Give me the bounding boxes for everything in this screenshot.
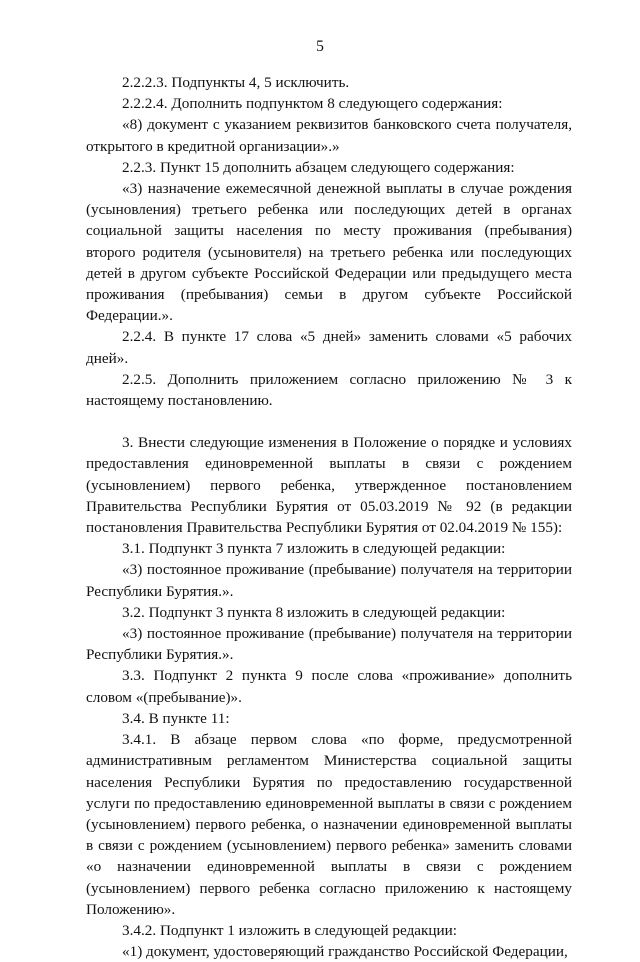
paragraph-3-2: 3.2. Подпункт 3 пункта 8 изложить в следующей редакции:	[122, 603, 506, 621]
page-number: 5	[316, 38, 324, 55]
paragraph-3-1-quote: «3) постоянное проживание (пребывание) получателя на территории Республики Бурятия.».	[86, 561, 572, 600]
paragraph-3-2-quote: «3) постоянное проживание (пребывание) получателя на территории Республики Бурятия.».	[86, 625, 572, 664]
paragraph-2-2-4: 2.2.4. В пункте 17 слова «5 дней» заменить словами «5 рабочих дней».	[86, 328, 572, 367]
paragraph-3-4-1: 3.4.1. В абзаце первом слова «по форме, предусмотренной административным регламентом Министерства социальной защиты населения Республики Бурятия по предоставлению государственной услуги по предоставлению единовременной выплаты в связи с рождением (усыновлением) первого ребенка, о назначении единовременной выплаты в связи с рождением (усыновлением) первого ребенка» заменить словами «о назначении единовременной выплаты в связи с рождением (усыновлением) первого ребенка согласно приложению к настоящему Положению».	[86, 731, 572, 918]
paragraph-3-3: 3.3. Подпункт 2 пункта 9 после слова «проживание» дополнить словом «(пребывание)».	[86, 667, 572, 706]
paragraph-3-4-2: 3.4.2. Подпункт 1 изложить в следующей редакции:	[122, 921, 458, 939]
paragraph-3-4: 3.4. В пункте 11:	[122, 709, 230, 727]
paragraph-2-2-2-3: 2.2.2.3. Подпункты 4, 5 исключить.	[122, 74, 350, 91]
paragraph-3-1: 3.1. Подпункт 3 пункта 7 изложить в следующей редакции:	[122, 540, 506, 558]
paragraph-3-4-2-quote: «1) документ, удостоверяющий гражданство Российской Федерации,	[122, 943, 568, 961]
paragraph-2-2-2-4: 2.2.2.4. Дополнить подпунктом 8 следующего содержания:	[122, 95, 503, 113]
section-spacer	[86, 411, 572, 432]
document-body	[86, 72, 572, 962]
paragraph-quote-8: «8) документ с указанием реквизитов банковского счета получателя, открытого в кредитной организации».»	[86, 116, 572, 155]
paragraph-section-3: 3. Внести следующие изменения в Положение о порядке и условиях предоставления единовременной выплаты в связи с рождением (усыновлением) первого ребенка, утвержденное постановлением Правительства Республики Бурятия от 05.03.2019 № 92 (в редакции постановления Правительства Республики Бурятия от 02.04.2019 № 155):	[86, 434, 572, 537]
paragraph-2-2-3: 2.2.3. Пункт 15 дополнить абзацем следующего содержания:	[122, 158, 515, 176]
paragraph-quote-3: «3) назначение ежемесячной денежной выплаты в случае рождения (усыновления) третьего ребенка или последующих детей в органах социальной защиты населения по месту проживания (пребывания) второго родителя (усыновителя) на третьего ребенка или последующих детей в другом субъекте Российской Федерации или предыдущего места проживания (пребывания) семьи в другом субъекте Российской Федерации.».	[86, 180, 572, 325]
paragraph-2-2-5: 2.2.5. Дополнить приложением согласно приложению № 3 к настоящему постановлению.	[86, 370, 572, 410]
